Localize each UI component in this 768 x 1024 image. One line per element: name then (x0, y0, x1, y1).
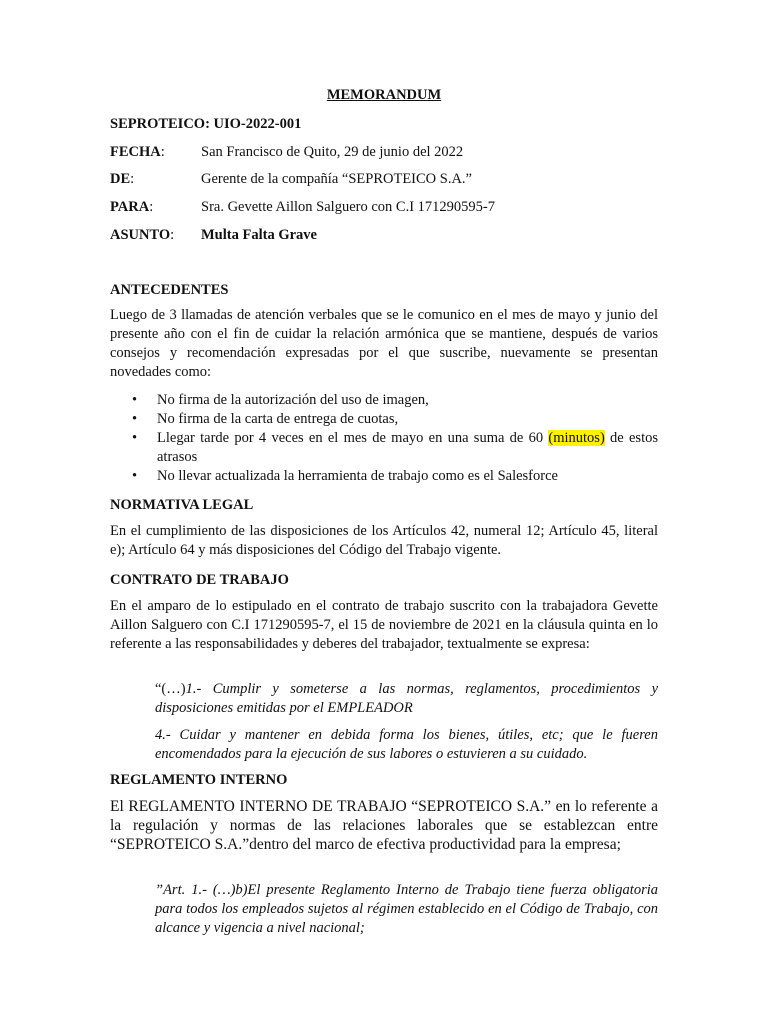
fecha-value: San Francisco de Quito, 29 de junio del 2022 (201, 144, 464, 160)
bullet-text: No firma de la autorización del uso de imagen, (157, 392, 429, 408)
normativa-paragraph: En el cumplimiento de las disposiciones de los Artículos 42, numeral 12; Artículo 45, literal e); Artículo 64 y más disposiciones del Código del Trabajo vigente. (110, 523, 658, 558)
bullet-icon: • (132, 430, 138, 446)
bullet-text: No firma de la carta de entrega de cuotas, (157, 411, 399, 427)
asunto-value: Multa Falta Grave (201, 227, 317, 243)
antecedentes-list (110, 391, 658, 486)
reglamento-heading: REGLAMENTO INTERNO (110, 772, 288, 788)
quote-text: 1.- Cumplir y someterse a las normas, reglamentos, procedimientos y disposiciones emitidas por el EMPLEADOR (155, 681, 658, 716)
normativa-heading: NORMATIVA LEGAL (110, 497, 254, 513)
list-item (110, 391, 658, 410)
reglamento-quote: ”Art. 1.- (…)b)El presente Reglamento Interno de Trabajo tiene fuerza obligatoria para todos los empleados sujetos al régimen establecido en el Código de Trabajo, con alcance y vigencia a nivel nacional; (155, 882, 658, 936)
antecedentes-heading: ANTECEDENTES (110, 282, 229, 298)
memo-title: MEMORANDUM (326, 87, 442, 103)
contrato-paragraph: En el amparo de lo estipulado en el contrato de trabajo suscrito con la trabajadora Gevette Aillon Salguero con C.I 171290595-7, el 15 de noviembre de 2021 en la cláusula quinta en lo referente a las responsabilidades y deberes del trabajador, textualmente se expresa: (110, 598, 658, 652)
highlighted-text: (minutos) (548, 430, 605, 446)
bullet-icon: • (132, 411, 138, 427)
reglamento-line-1: El REGLAMENTO INTERNO DE TRABAJO “SEPROTEICO S.A.” en lo referente a (110, 798, 658, 815)
bullet-icon: • (132, 468, 138, 484)
de-label: DE: (110, 171, 135, 187)
contrato-quote-2: 4.- Cuidar y mantener en debida forma los bienes, útiles, etc; que le fueren encomendados para la ejecución de sus labores o estuvieren a su cuidado. (155, 727, 658, 762)
bullet-icon: • (132, 392, 138, 408)
list-item (110, 429, 658, 467)
bullet-text: Llegar tarde por 4 veces en el mes de mayo en una suma de 60 (157, 430, 549, 446)
contrato-quote-1 (155, 680, 658, 718)
bullet-text: de estos atrasos (157, 430, 658, 465)
para-label-text: PARA (110, 199, 150, 215)
de-value: Gerente de la compañía “SEPROTEICO S.A.” (201, 171, 472, 187)
para-label: PARA: (110, 199, 154, 215)
reglamento-line-2: la regulación y normas de las relaciones laborales que se establezcan entre (110, 817, 658, 834)
bullet-text: No llevar actualizada la herramienta de trabajo como es el Salesforce (157, 468, 558, 484)
para-value: Sra. Gevette Aillon Salguero con C.I 171290595-7 (201, 199, 495, 215)
asunto-label: ASUNTO: (110, 227, 175, 243)
list-item (110, 467, 658, 486)
quote-prefix: “(…) (155, 681, 186, 697)
contrato-heading: CONTRATO DE TRABAJO (110, 572, 289, 588)
antecedentes-paragraph: Luego de 3 llamadas de atención verbales que se le comunico en el mes de mayo y junio del presente año con el fin de cuidar la relación armónica que se mantiene, después de varios consejos y recomendación expresadas por el que suscribe, nuevamente se presentan novedades como: (110, 307, 658, 380)
fecha-label: FECHA: (110, 144, 165, 160)
memo-code: SEPROTEICO: UIO-2022-001 (110, 116, 302, 132)
list-item (110, 410, 658, 429)
asunto-label-text: ASUNTO (110, 227, 171, 243)
de-label-text: DE (110, 171, 131, 187)
fecha-label-text: FECHA (110, 144, 161, 160)
reglamento-line-3: “SEPROTEICO S.A.”dentro del marco de efectiva productividad para la empresa; (110, 836, 621, 853)
